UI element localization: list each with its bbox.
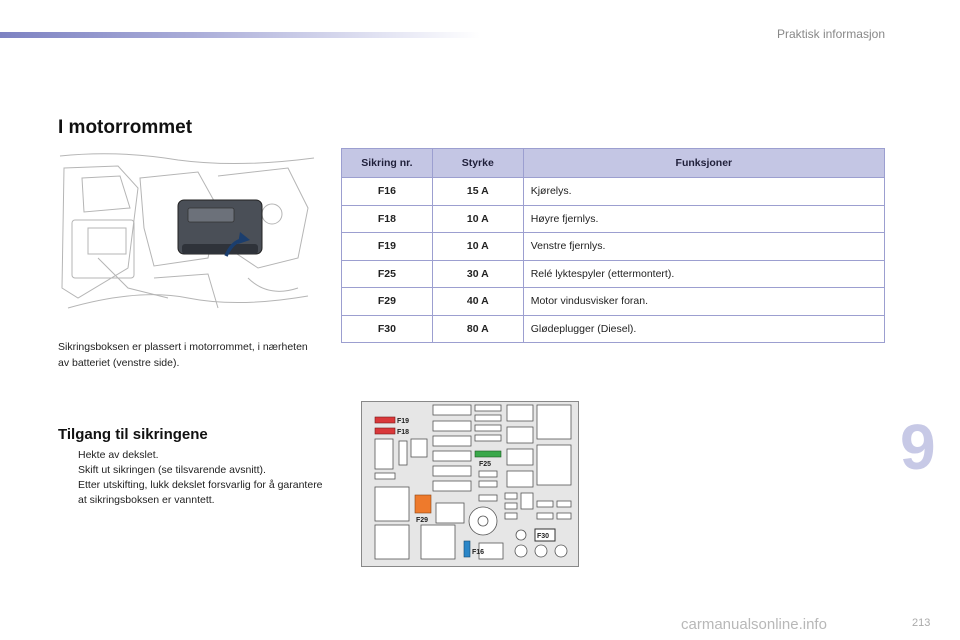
fuse-rating: 10 A (432, 233, 523, 261)
table-row (342, 288, 885, 316)
table-row (342, 315, 885, 343)
fuse-number: F19 (342, 233, 433, 261)
column-header: Styrke (432, 149, 523, 178)
table-header-row (342, 149, 885, 178)
label-f18: F18 (397, 429, 410, 436)
table-row (342, 260, 885, 288)
fuse-number: F16 (342, 178, 433, 206)
fuse-f29-marker (415, 495, 431, 513)
list-item (58, 448, 328, 463)
label-f30: F30 (537, 533, 550, 540)
fuse-f18-marker (375, 428, 395, 434)
fuse-number: F25 (342, 260, 433, 288)
section-title: Praktisk informasjon (776, 27, 885, 41)
fuse-number: F18 (342, 205, 433, 233)
photo-caption: Sikringsboksen er plassert i motorrommet, i nærheten av batteriet (venstre side). (58, 341, 308, 369)
fuse-rating: 80 A (432, 315, 523, 343)
engine-bay-illustration (58, 148, 316, 320)
fuse-function: Relé lyktespyler (ettermontert). (523, 260, 884, 288)
fuse-function: Kjørelys. (523, 178, 884, 206)
fuse-f19-marker (375, 417, 395, 423)
fuse-function: Venstre fjernlys. (523, 233, 884, 261)
table-row (342, 233, 885, 261)
fuse-function: Høyre fjernlys. (523, 205, 884, 233)
fuse-function: Motor vindusvisker foran. (523, 288, 884, 316)
column-header: Funksjoner (523, 149, 884, 178)
column-header: Sikring nr. (342, 149, 433, 178)
access-steps (58, 448, 328, 508)
fuse-f25-marker (475, 451, 501, 457)
fuse-rating: 15 A (432, 178, 523, 206)
step-text: Skift ut sikringen (se tilsvarende avsnitt). (78, 464, 266, 476)
label-f25: F25 (479, 461, 492, 468)
chapter-number: 9 (900, 411, 936, 483)
access-heading: Tilgang til sikringene (58, 426, 208, 443)
page-heading: I motorrommet (58, 117, 193, 138)
table-row (342, 205, 885, 233)
list-item (58, 478, 328, 508)
fuse-f16-marker (464, 541, 470, 557)
fuse-number: F29 (342, 288, 433, 316)
fuse-box-diagram (361, 401, 579, 567)
watermark: carmanualsonline.info (681, 616, 827, 633)
step-text: Etter utskifting, lukk dekslet forsvarlig for å garantere at sikringsboksen er vanntett. (78, 479, 323, 506)
page-number: 213 (912, 617, 931, 629)
fuse-rating: 10 A (432, 205, 523, 233)
header-accent-bar (0, 32, 480, 38)
table-row (342, 178, 885, 206)
fuse-rating: 30 A (432, 260, 523, 288)
fuse-table (341, 148, 885, 343)
fuse-rating: 40 A (432, 288, 523, 316)
label-f19: F19 (397, 418, 410, 425)
label-f16: F16 (472, 549, 485, 556)
step-text: Hekte av dekslet. (78, 449, 159, 461)
fuse-number: F30 (342, 315, 433, 343)
label-f29: F29 (416, 517, 429, 524)
fuse-function: Glødeplugger (Diesel). (523, 315, 884, 343)
list-item (58, 463, 328, 478)
